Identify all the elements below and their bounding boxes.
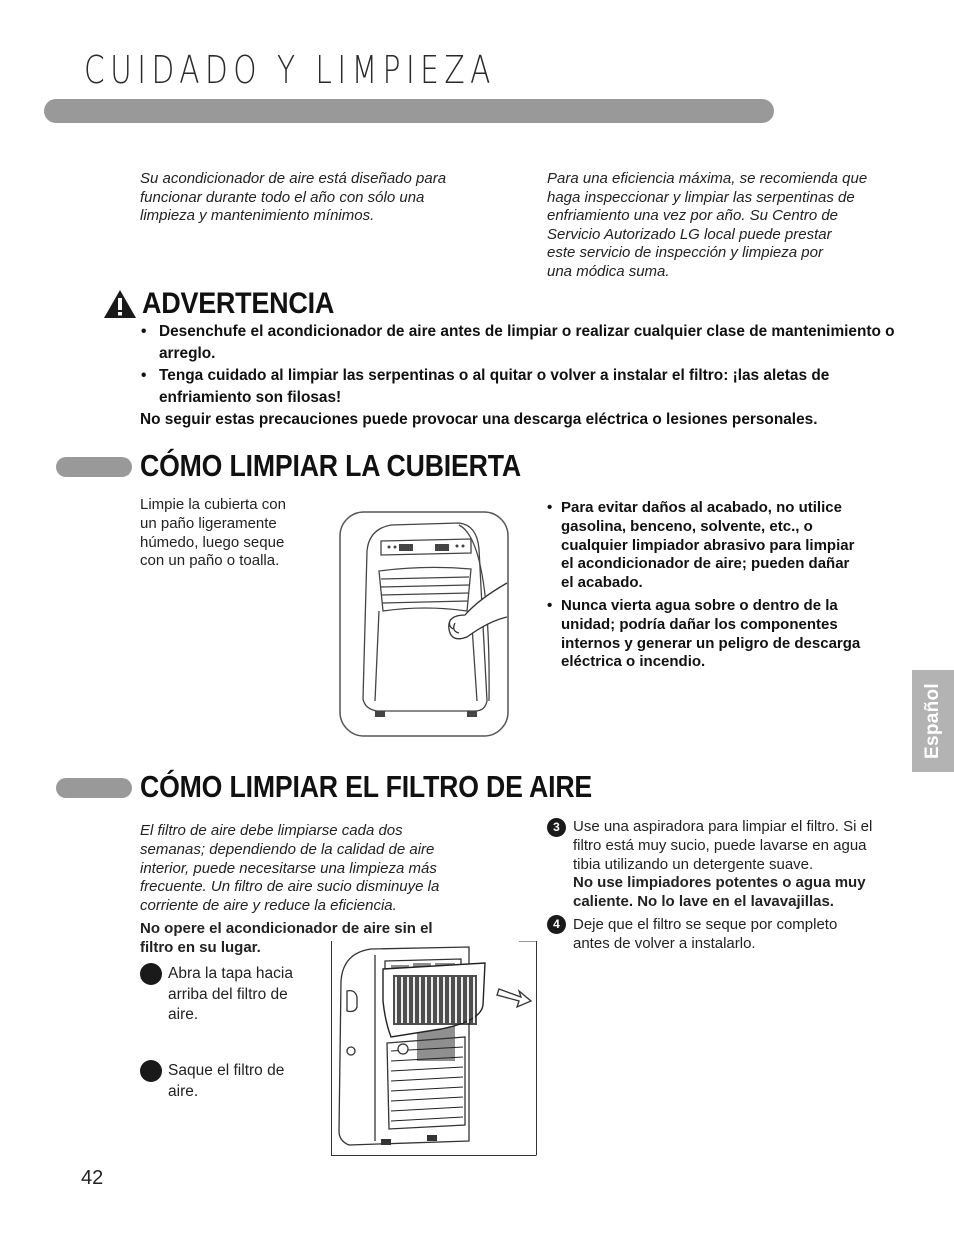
intro-right-line: Servicio Autorizado LG local puede prestar: [547, 225, 832, 243]
step-2-text: [168, 1061, 328, 1102]
filter-intro-line: frecuente. Un filtro de aire sucio disminuye la: [140, 878, 440, 896]
intro-left-line: funcionar durante todo el año con sólo una: [140, 188, 425, 206]
step-1-line: aire.: [168, 1006, 199, 1023]
title-bar: [44, 99, 774, 123]
section-title-filter: CÓMO LIMPIAR EL FILTRO DE AIRE: [140, 769, 593, 804]
intro-right-line: haga inspeccionar y limpiar las serpentinas de: [547, 188, 855, 206]
cabinet-text-line: con un paño o toalla.: [140, 552, 280, 570]
step-3-bold-line: caliente. No lo lave en el lavavajillas.: [573, 893, 834, 911]
filter-intro-line: corriente de aire y reduce la eficiencia.: [140, 897, 397, 915]
filter-warning-line: No opere el acondicionador de aire sin el: [140, 920, 433, 937]
warning-footer: No seguir estas precauciones puede provocar una descarga eléctrica o lesiones personales.: [140, 411, 818, 428]
step-1-line: arriba del filtro de: [168, 985, 288, 1003]
step-2-line: Saque el filtro de: [168, 1062, 285, 1079]
step-4-text: [573, 916, 913, 954]
warning-item: • Tenga cuidado al limpiar las serpentinas o al quitar o volver a instalar el filtro: ¡las aletas de enfriamiento son filosas!: [140, 365, 910, 409]
step-1-marker: [140, 963, 162, 985]
intro-right-line: una módica suma.: [547, 262, 670, 280]
step-3-line: filtro está muy sucio, puede lavarse en agua: [573, 836, 867, 854]
filter-warning-line: filtro en su lugar.: [140, 938, 261, 956]
language-tab[interactable]: [912, 670, 954, 772]
step-3-line: tibia utilizando un detergente suave.: [573, 855, 814, 873]
filter-removal-illustration: [331, 941, 537, 1156]
filter-intro: [140, 822, 500, 916]
cabinet-bullet: • Nunca vierta agua sobre o dentro de la unidad; podría dañar los componentes internos y generar un peligro de descarga eléctrica o incendio.: [547, 597, 897, 672]
cabinet-bullet: • Para evitar daños al acabado, no utilice gasolina, benceno, solvente, etc., o cualquier limpiador abrasivo para limpiar el acondicionador de aire; pueden dañar el acabado.: [547, 499, 897, 593]
step-3-text: [573, 818, 913, 912]
step-1-line: Abra la tapa hacia: [168, 965, 293, 982]
cabinet-text: [140, 496, 320, 571]
step-2-line: aire.: [168, 1082, 199, 1100]
intro-left: [140, 170, 510, 226]
filter-intro-line: El filtro de aire debe limpiarse cada dos: [140, 822, 403, 839]
unit-wiping-illustration: [339, 511, 509, 737]
cabinet-text-line: húmedo, luego seque: [140, 533, 285, 551]
step-3-line: Use una aspiradora para limpiar el filtro. Si el: [573, 818, 873, 835]
warning-item: • Desenchufe el acondicionador de aire antes de limpiar o realizar cualquier clase de mantenimiento o arreglo.: [140, 321, 910, 365]
step-2-marker: [140, 1060, 162, 1082]
warning-triangle-icon: [102, 288, 138, 320]
cabinet-text-line: un paño ligeramente: [140, 514, 277, 532]
cabinet-text-line: Limpie la cubierta con: [140, 496, 286, 513]
step-3-bold-line: No use limpiadores potentes o agua muy: [573, 874, 866, 892]
intro-right: [547, 170, 917, 282]
step-4-number: 4: [547, 915, 566, 934]
cabinet-bullets: [547, 499, 897, 676]
step-4-line: antes de volver a instalarlo.: [573, 934, 756, 952]
warning-heading: [102, 287, 355, 321]
section-pill-filter: [56, 778, 132, 798]
page-number: 42: [81, 1167, 104, 1189]
section-title-cabinet: CÓMO LIMPIAR LA CUBIERTA: [140, 448, 521, 483]
intro-right-line: enfriamiento una vez por año. Su Centro de: [547, 207, 839, 225]
step-4-line: Deje que el filtro se seque por completo: [573, 916, 838, 933]
page-title: CUIDADO Y LIMPIEZA: [84, 48, 496, 92]
warning-list: [140, 321, 910, 431]
intro-right-line: este servicio de inspección y limpieza por: [547, 244, 823, 262]
step-1-text: [168, 964, 328, 1026]
intro-left-line: Su acondicionador de aire está diseñado para: [140, 170, 447, 187]
section-pill-cabinet: [56, 457, 132, 477]
intro-left-line: limpieza y mantenimiento mínimos.: [140, 207, 375, 225]
filter-intro-line: interior, puede necesitarse una limpieza más: [140, 859, 437, 877]
filter-intro-line: semanas; dependiendo de la calidad de aire: [140, 840, 435, 858]
language-tab-label: Español: [922, 682, 943, 760]
intro-right-line: Para una eficiencia máxima, se recomienda que: [547, 170, 868, 187]
warning-title: ADVERTENCIA: [142, 287, 335, 320]
step-3-number: 3: [547, 818, 566, 837]
